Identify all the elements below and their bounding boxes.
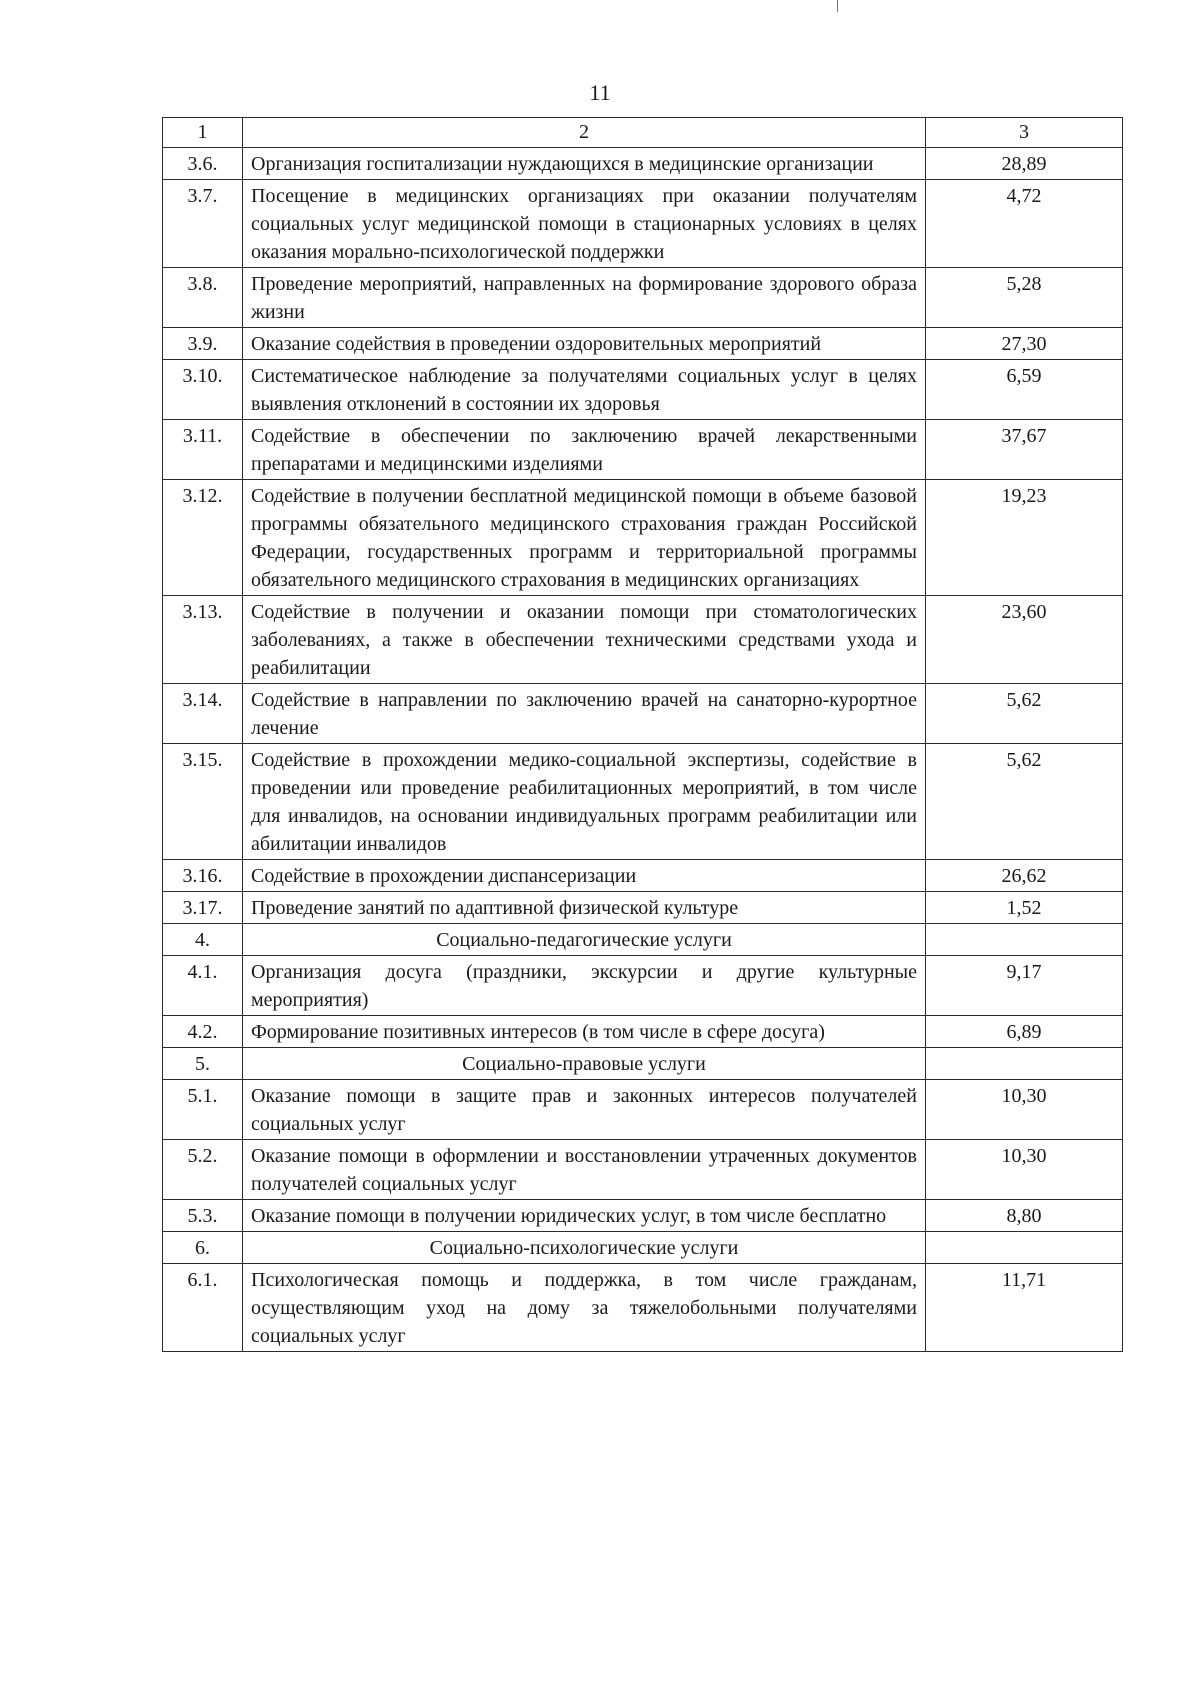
row-number: 3.15. [163, 744, 243, 860]
header-col-1: 1 [163, 118, 243, 148]
service-value: 27,30 [926, 328, 1123, 360]
service-name: Посещение в медицинских организациях при оказании получателям социальных услуг медицинской помощи в стационарных условиях в целях оказания морально-психологической поддержки [243, 180, 926, 268]
row-number: 3.14. [163, 684, 243, 744]
table-row [163, 1200, 1123, 1232]
service-value: 28,89 [926, 148, 1123, 180]
row-number: 4. [163, 924, 243, 956]
service-value [926, 1048, 1123, 1080]
row-number: 5.1. [163, 1080, 243, 1140]
row-number: 3.7. [163, 180, 243, 268]
service-value [926, 1232, 1123, 1264]
row-number: 3.12. [163, 480, 243, 596]
service-name: Содействие в обеспечении по заключению врачей лекарственными препаратами и медицинскими изделиями [243, 420, 926, 480]
service-value: 8,80 [926, 1200, 1123, 1232]
row-number: 4.1. [163, 956, 243, 1016]
service-value: 5,62 [926, 744, 1123, 860]
row-number: 3.17. [163, 892, 243, 924]
row-number: 6. [163, 1232, 243, 1264]
row-number: 5.3. [163, 1200, 243, 1232]
service-value: 5,62 [926, 684, 1123, 744]
service-name: Психологическая помощь и поддержка, в том числе гражданам, осуществляющим уход на дому за тяжелобольными получателями социальных услуг [243, 1264, 926, 1352]
service-name: Содействие в прохождении медико-социальной экспертизы, содействие в проведении или проведение реабилитационных мероприятий, в том числе для инвалидов, на основании индивидуальных программ реабилитации или абилитации инвалидов [243, 744, 926, 860]
table-row [163, 480, 1123, 596]
row-number: 3.8. [163, 268, 243, 328]
service-value: 4,72 [926, 180, 1123, 268]
table-row [163, 180, 1123, 268]
service-name: Оказание помощи в защите прав и законных интересов получателей социальных услуг [243, 1080, 926, 1140]
service-value: 37,67 [926, 420, 1123, 480]
service-name: Содействие в направлении по заключению врачей на санаторно-курортное лечение [243, 684, 926, 744]
service-name: Формирование позитивных интересов (в том числе в сфере досуга) [243, 1016, 926, 1048]
table-row [163, 744, 1123, 860]
header-col-2: 2 [243, 118, 926, 148]
service-value: 19,23 [926, 480, 1123, 596]
header-col-3: 3 [926, 118, 1123, 148]
row-number: 3.11. [163, 420, 243, 480]
table-row [163, 268, 1123, 328]
row-number: 5. [163, 1048, 243, 1080]
service-name: Организация досуга (праздники, экскурсии и другие культурные мероприятия) [243, 956, 926, 1016]
section-title: Социально-правовые услуги [243, 1048, 926, 1080]
scan-mark [837, 0, 838, 12]
table-header-row [163, 118, 1123, 148]
service-name: Оказание помощи в оформлении и восстановлении утраченных документов получателей социальных услуг [243, 1140, 926, 1200]
page-number: 11 [589, 80, 611, 105]
table-row [163, 1080, 1123, 1140]
row-number: 3.16. [163, 860, 243, 892]
table-row [163, 420, 1123, 480]
table-row [163, 596, 1123, 684]
service-value: 10,30 [926, 1140, 1123, 1200]
table-row [163, 360, 1123, 420]
row-number: 3.13. [163, 596, 243, 684]
row-number: 3.9. [163, 328, 243, 360]
table-row [163, 148, 1123, 180]
section-title: Социально-педагогические услуги [243, 924, 926, 956]
service-name: Содействие в получении и оказании помощи при стоматологических заболеваниях, а также в обеспечении техническими средствами ухода и реабилитации [243, 596, 926, 684]
table-row [163, 956, 1123, 1016]
section-row [163, 1048, 1123, 1080]
table-row [163, 684, 1123, 744]
service-name: Организация госпитализации нуждающихся в медицинские организации [243, 148, 926, 180]
service-value [926, 924, 1123, 956]
section-title: Социально-психологические услуги [243, 1232, 926, 1264]
row-number: 6.1. [163, 1264, 243, 1352]
service-name: Проведение мероприятий, направленных на формирование здорового образа жизни [243, 268, 926, 328]
service-name: Оказание помощи в получении юридических услуг, в том числе бесплатно [243, 1200, 926, 1232]
service-value: 9,17 [926, 956, 1123, 1016]
section-row [163, 1232, 1123, 1264]
row-number: 5.2. [163, 1140, 243, 1200]
service-name: Содействие в получении бесплатной медицинской помощи в объеме базовой программы обязательного медицинского страхования граждан Российской Федерации, государственных программ и территориальной программы обязательного медицинского страхования в медицинских организациях [243, 480, 926, 596]
service-value: 5,28 [926, 268, 1123, 328]
service-value: 6,89 [926, 1016, 1123, 1048]
service-value: 1,52 [926, 892, 1123, 924]
table-row [163, 1264, 1123, 1352]
service-value: 6,59 [926, 360, 1123, 420]
service-value: 11,71 [926, 1264, 1123, 1352]
service-name: Проведение занятий по адаптивной физической культуре [243, 892, 926, 924]
table-row [163, 860, 1123, 892]
row-number: 3.10. [163, 360, 243, 420]
table-row [163, 1016, 1123, 1048]
row-number: 3.6. [163, 148, 243, 180]
table-row [163, 328, 1123, 360]
service-value: 23,60 [926, 596, 1123, 684]
service-value: 10,30 [926, 1080, 1123, 1140]
section-row [163, 924, 1123, 956]
service-name: Оказание содействия в проведении оздоровительных мероприятий [243, 328, 926, 360]
row-number: 4.2. [163, 1016, 243, 1048]
services-table [162, 117, 1123, 1352]
table-row [163, 1140, 1123, 1200]
service-name: Содействие в прохождении диспансеризации [243, 860, 926, 892]
service-value: 26,62 [926, 860, 1123, 892]
service-name: Систематическое наблюдение за получателями социальных услуг в целях выявления отклонений в состоянии их здоровья [243, 360, 926, 420]
table-row [163, 892, 1123, 924]
